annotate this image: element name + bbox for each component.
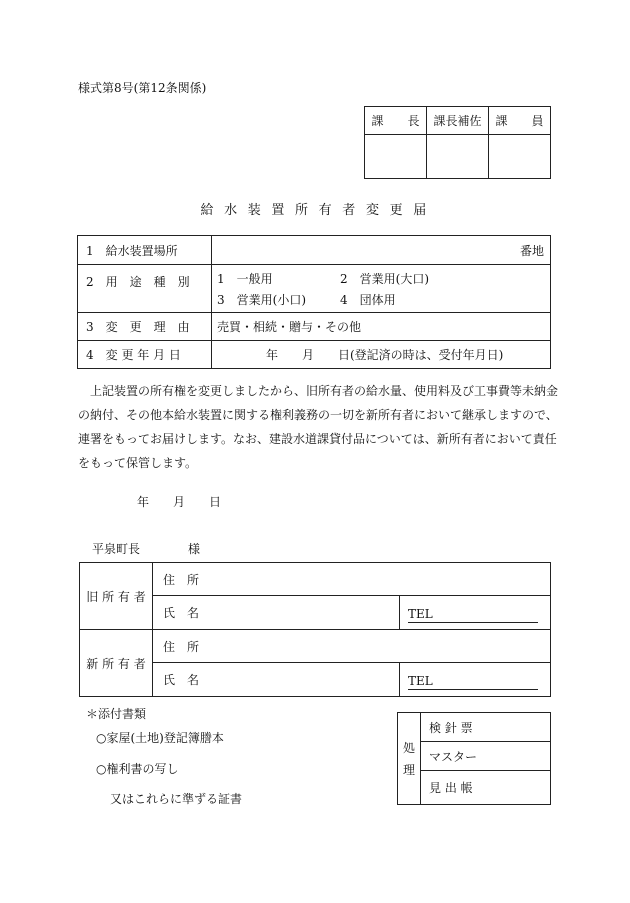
main-table <box>77 235 551 369</box>
old-owner-label: 旧 所 有 者 <box>80 563 153 630</box>
approval-stamp-chief[interactable] <box>365 135 427 179</box>
old-owner-name-label: 氏 名 <box>163 606 200 620</box>
processing-label-bottom: 理 <box>402 762 415 777</box>
row-date-label: 4 変 更 年 月 日 <box>78 341 212 369</box>
usage-option-business-small[interactable]: 3 営業用(小口) <box>217 293 306 307</box>
processing-master[interactable]: マスター <box>421 742 551 771</box>
row-reason-label: 3 変 更 理 由 <box>78 313 212 341</box>
row-location-label: 1 給水装置場所 <box>78 236 212 265</box>
old-owner-name[interactable] <box>153 596 400 630</box>
form-number: 様式第8号(第12条関係) <box>78 81 207 95</box>
row-usage-label: 2 用 途 種 別 <box>78 265 212 313</box>
processing-table <box>397 712 551 805</box>
usage-option-group[interactable]: 4 団体用 <box>340 293 396 307</box>
body-paragraph <box>78 379 558 475</box>
location-suffix: 番地 <box>519 243 544 258</box>
row-reason-value[interactable]: 売買・相続・贈与・その他 <box>212 313 551 341</box>
attachment-deed-copy: ○権利書の写し <box>96 762 179 776</box>
new-owner-tel-underline <box>408 689 538 690</box>
new-owner-tel[interactable] <box>400 663 551 697</box>
body-line-2: の納付、その他本給水装置に関する権利義務の一切を新所有者において継承しますので、 <box>78 408 558 422</box>
approval-table <box>364 106 551 179</box>
new-owner-name[interactable] <box>153 663 400 697</box>
old-owner-address[interactable] <box>153 563 551 596</box>
attachments-heading: ＊添付書類 <box>86 707 147 721</box>
approval-header-deputy: 課長補佐 <box>427 107 489 135</box>
row-date-value[interactable]: 年 月 日(登記済の時は、受付年月日) <box>212 341 551 369</box>
old-owner-tel-underline <box>408 622 538 623</box>
processing-label-top: 処 <box>402 740 415 755</box>
body-line-3: 連署をもってお届けします。なお、建設水道課貸付品については、新所有者において責任 <box>78 432 557 446</box>
row-location-value[interactable] <box>212 236 551 265</box>
processing-index-book[interactable]: 見 出 帳 <box>421 771 551 805</box>
approval-stamp-staff[interactable] <box>489 135 551 179</box>
processing-label <box>398 713 421 805</box>
new-owner-name-label: 氏 名 <box>163 673 200 687</box>
usage-option-business-large[interactable]: 2 営業用(大口) <box>340 272 429 286</box>
usage-option-general[interactable]: 1 一般用 <box>217 272 273 286</box>
old-owner-tel[interactable] <box>400 596 551 630</box>
old-owner-tel-label: TEL <box>408 607 433 621</box>
row-usage-value[interactable] <box>212 265 551 313</box>
new-owner-label: 新 所 有 者 <box>80 630 153 697</box>
recipient: 平泉町長 様 <box>92 542 201 556</box>
form-title: 給 水 装 置 所 有 者 変 更 届 <box>200 203 430 218</box>
owners-table <box>79 562 551 697</box>
attachment-registry: ○家屋(土地)登記簿謄本 <box>96 731 224 745</box>
new-owner-address[interactable] <box>153 630 551 663</box>
attachment-equivalent: 又はこれらに準ずる証書 <box>110 792 243 806</box>
submission-date[interactable]: 年 月 日 <box>137 495 222 509</box>
body-line-4: をもって保管します。 <box>78 456 198 470</box>
old-owner-address-label: 住 所 <box>163 572 200 587</box>
body-line-1: 上記装置の所有権を変更しましたから、旧所有者の給水量、使用料及び工事費等未納金 <box>90 384 559 398</box>
approval-header-staff: 課 員 <box>489 107 551 135</box>
approval-header-chief: 課 長 <box>365 107 427 135</box>
new-owner-tel-label: TEL <box>408 674 433 688</box>
processing-meter-slip[interactable]: 検 針 票 <box>421 713 551 742</box>
approval-stamp-deputy[interactable] <box>427 135 489 179</box>
new-owner-address-label: 住 所 <box>163 639 200 654</box>
